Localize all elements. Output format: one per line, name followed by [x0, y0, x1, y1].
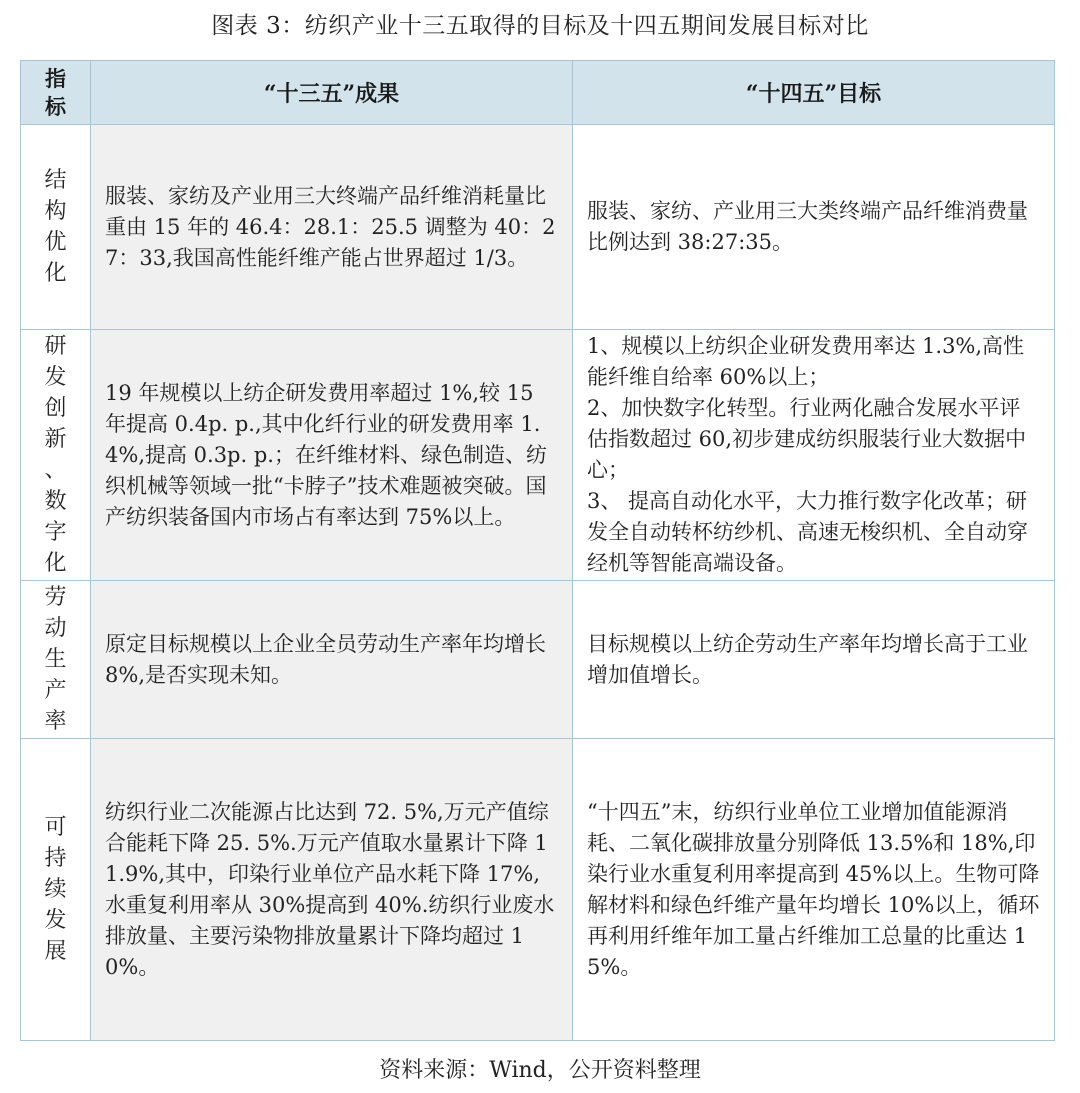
- goal-line: “十四五”末，纺织行业单位工业增加值能源消耗、二氧化碳排放量分别降低 13.5%和 18%,印染行业水重复利用率提高到 45%以上。生物可降解材料和绿色纤维产量年均增长 10%以上，循环再利用纤维年加工量占纤维加工总量的比重达 15%。: [587, 799, 1040, 979]
- header-achievement: “十三五”成果: [91, 61, 573, 125]
- table-row: [21, 125, 1055, 330]
- indicator-label: 劳 动 生 产 率: [44, 585, 67, 734]
- row-achievement: 原定目标规模以上企业全员劳动生产率年均增长 8%,是否实现未知。: [91, 581, 573, 739]
- row-indicator: [21, 739, 91, 1041]
- comparison-table: [20, 60, 1055, 1041]
- row-achievement: 服装、家纺及产业用三大终端产品纤维消耗量比重由 15 年的 46.4：28.1：25.5 调整为 40：27：33,我国高性能纤维产能占世界超过 1/3。: [91, 125, 573, 330]
- goal-line: 2、加快数字化转型。行业两化融合发展水平评估指数超过 60,初步建成纺织服装行业大数据中心；: [587, 396, 1027, 482]
- row-goal: [573, 739, 1055, 1041]
- table-row: [21, 739, 1055, 1041]
- header-goal: “十四五”目标: [573, 61, 1055, 125]
- source-note: 资料来源：Wind，公开资料整理: [379, 1058, 701, 1083]
- goal-line: 3、 提高自动化水平，大力推行数字化改革；研发全自动转杯纺纱机、高速无梭织机、全自动穿经机等智能高端设备。: [587, 489, 1028, 575]
- row-indicator: [21, 581, 91, 739]
- goal-line: 服装、家纺、产业用三大类终端产品纤维消费量比例达到 38:27:35。: [587, 199, 1028, 254]
- goal-line: 1、规模以上纺织企业研发费用率达 1.3%,高性能纤维自给率 60%以上；: [587, 334, 1025, 389]
- indicator-label: 结 构 优 化: [44, 168, 67, 286]
- row-goal: [573, 125, 1055, 330]
- table-row: [21, 581, 1055, 739]
- row-goal: [573, 330, 1055, 581]
- row-achievement: 纺织行业二次能源占比达到 72. 5%,万元产值综合能耗下降 25. 5%.万元产值取水量累计下降 11.9%,其中，印染行业单位产品水耗下降 17%,水重复利用率从 30%提高到 40%.纺织行业废水排放量、主要污染物排放量累计下降均超过 10%。: [91, 739, 573, 1041]
- table-header-row: [21, 61, 1055, 125]
- goal-line: 目标规模以上纺企劳动生产率年均增长高于工业增加值增长。: [587, 631, 1028, 687]
- header-indicator: [21, 61, 91, 125]
- row-indicator: [21, 125, 91, 330]
- indicator-label: 可 持 续 发 展: [44, 815, 67, 964]
- row-achievement: 19 年规模以上纺企研发费用率超过 1%,较 15 年提高 0.4p. p.,其中化纤行业的研发费用率 1.4%,提高 0.3p. p.；在纤维材料、绿色制造、纺织机械等领域一批“卡脖子”技术难题被突破。国产纺织装备国内市场占有率达到 75%以上。: [91, 330, 573, 581]
- indicator-label: 研 发 创 新 、 数 字 化: [44, 334, 67, 576]
- row-indicator: [21, 330, 91, 581]
- figure-title: 图表 3：纺织产业十三五取得的目标及十四五期间发展目标对比: [211, 13, 869, 39]
- indicator-label: 指 标: [45, 65, 66, 119]
- table-row: [21, 330, 1055, 581]
- row-goal: [573, 581, 1055, 739]
